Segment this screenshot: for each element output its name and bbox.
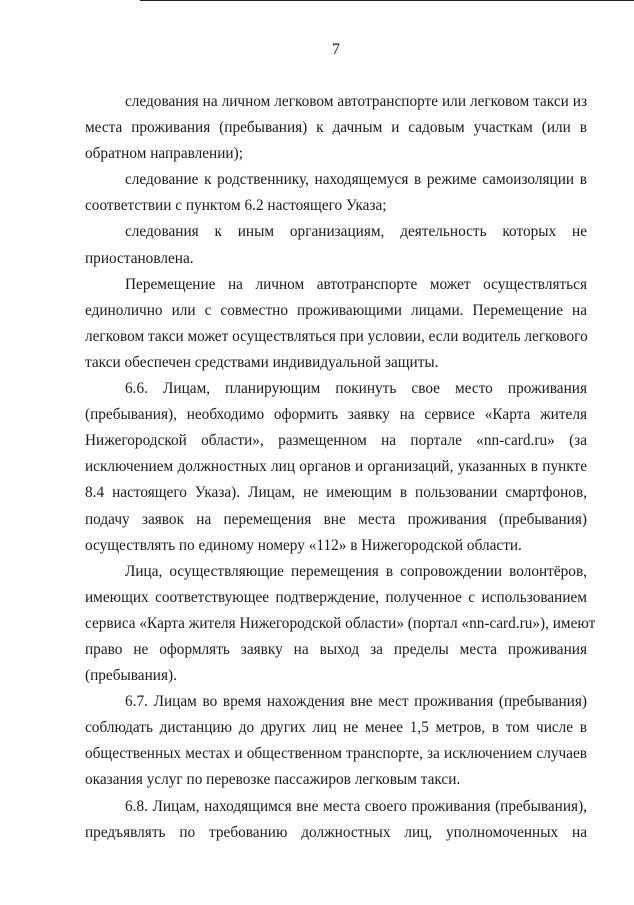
text-line: 8.4 настоящего Указа). Лицам, не имеющим в пользовании смартфонов, (85, 484, 587, 502)
paragraph-section-6-6 (85, 376, 587, 559)
text-line: соответствии с пунктом 6.2 настоящего Указа; (85, 197, 387, 215)
text-line: оказания услуг по перевозке пассажиров легковым такси. (85, 771, 461, 789)
text-line: 6.7. Лицам во время нахождения вне мест проживания (пребывания) (125, 693, 587, 711)
text-line: обратном направлении); (85, 145, 243, 163)
text-line: следование к родственнику, находящемуся в режиме самоизоляции в (125, 171, 587, 189)
text-line: исключением должностных лиц органов и организаций, указанных в пункте (85, 458, 587, 476)
text-line: общественных местах и общественном транспорте, за исключением случаев (85, 745, 587, 763)
text-line: следования на личном легковом автотранспорте или легковом такси из (125, 93, 587, 110)
text-line: право не оформлять заявку на выход за пределы места проживания (85, 640, 587, 658)
text-line: Нижегородской области», размещенном на портале «nn-card.ru» (за (85, 432, 587, 450)
text-line: сервиса «Карта жителя Нижегородской области» (портал «nn-card.ru»), имеют (85, 614, 596, 632)
top-rule (140, 0, 634, 1)
paragraph-section-6-8 (85, 794, 587, 846)
page-number: 7 (332, 41, 340, 58)
text-line: легковом такси может осуществляться при условии, если водитель легкового (85, 327, 588, 345)
text-line: 6.8. Лицам, находящимся вне места своего проживания (пребывания), (125, 797, 587, 815)
text-line: осуществлять по единому номеру «112» в Нижегородской области. (85, 536, 522, 554)
text-line: подачу заявок на перемещения вне места проживания (пребывания) (85, 510, 587, 528)
paragraph-personal-transport (85, 272, 587, 376)
text-line: предъявлять по требованию должностных лиц, уполномоченных на (85, 823, 587, 841)
paragraph-volunteers (85, 559, 596, 689)
text-line: Лица, осуществляющие перемещения в сопровождении волонтёров, (125, 562, 587, 580)
paragraph-dacha-travel (85, 89, 587, 167)
text-line: (пребывания). (85, 667, 177, 685)
text-line: следования к иным организациям, деятельность которых не (125, 223, 587, 241)
text-line: имеющих соответствующее подтверждение, полученное с использованием (85, 588, 587, 606)
text-line: 6.6. Лицам, планирующим покинуть свое место проживания (125, 380, 587, 398)
text-line: соблюдать дистанцию до других лиц не менее 1,5 метров, в том числе в (85, 719, 587, 737)
text-line: места проживания (пребывания) к дачным и садовым участкам (или в (85, 119, 587, 137)
paragraph-section-6-7 (85, 689, 587, 793)
text-line: единолично или с совместно проживающими лицами. Перемещение на (85, 301, 587, 319)
paragraph-other-organizations (85, 219, 587, 271)
text-line: приостановлена. (85, 249, 194, 267)
text-line: (пребывания), необходимо оформить заявку на сервисе «Карта жителя (85, 406, 587, 424)
text-line: такси обеспечен средствами индивидуальной защиты. (85, 353, 439, 371)
text-line: Перемещение на личном автотранспорте может осуществляться (125, 275, 587, 293)
document-body (85, 89, 596, 846)
paragraph-relative-visit (85, 167, 587, 219)
